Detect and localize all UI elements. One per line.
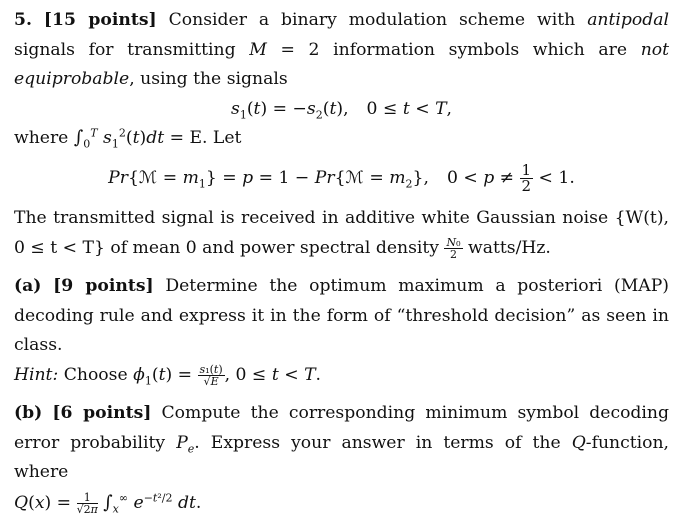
problem-points: [15 points] (43, 10, 157, 30)
half-fraction: $\frac{1}{2}$ (521, 161, 532, 195)
signal-equation: $s_1(t) = -s_2(t)$, 0 ≤ t < T, (231, 98, 452, 121)
part-a: (a) [9 points] Determine the optimum maximum a posteriori (MAP) decoding rule and express it in the form of “threshold decision” as seen in class. Hint: Choose $\phi_1(t)$ = $\frac{\text{s₁(t)}}{√E}$ , 0 ≤ t < T. (14, 276, 669, 388)
part-a-label: (a) (14, 276, 42, 296)
hint-label: Hint: (14, 364, 59, 385)
part-b-points: [6 points] (52, 403, 152, 423)
n0-over-2: $\frac{\text{N₀}}{2}$ (446, 235, 461, 261)
basis-fraction: $\frac{\text{s₁(t)}}{√E}$ (199, 362, 223, 388)
noise-paragraph: The transmitted signal is received in additive white Gaussian noise {W(t), 0 ≤ t < T} of mean 0 and power spectral density $\frac{\text{N₀}}{2}$ watts/Hz. (14, 208, 669, 261)
part-b: (b) [6 points] Compute the corresponding minimum symbol decoding error probability $P_e$. Express your answer in terms of the Q-function, where Q(x) = $\frac{1}{√2\pi}$ $\int_x^\infty$ $e^{-t^2/2}$ dt. (14, 403, 670, 516)
energy-line: where $\int_0^T$ $s_1^2(t)dt = E$. Let (14, 125, 242, 150)
problem-intro: 5. [15 points] Consider a binary modulation scheme with antipodal signals for transmitting M = 2 information symbols which are not equiprobable, using the signals (14, 10, 670, 89)
q-norm-fraction: $\frac{1}{√2\pi}$ (76, 490, 98, 516)
prior-equation: Pr{ℳ = $m_1\} = p = 1$ − Pr{ℳ = $m_2$}, 0 < p ≠ $\frac{1}{2}$ < 1. (108, 161, 575, 195)
part-a-points: [9 points] (53, 276, 154, 296)
part-b-label: (b) (14, 403, 43, 423)
problem-number: 5. (14, 10, 32, 30)
